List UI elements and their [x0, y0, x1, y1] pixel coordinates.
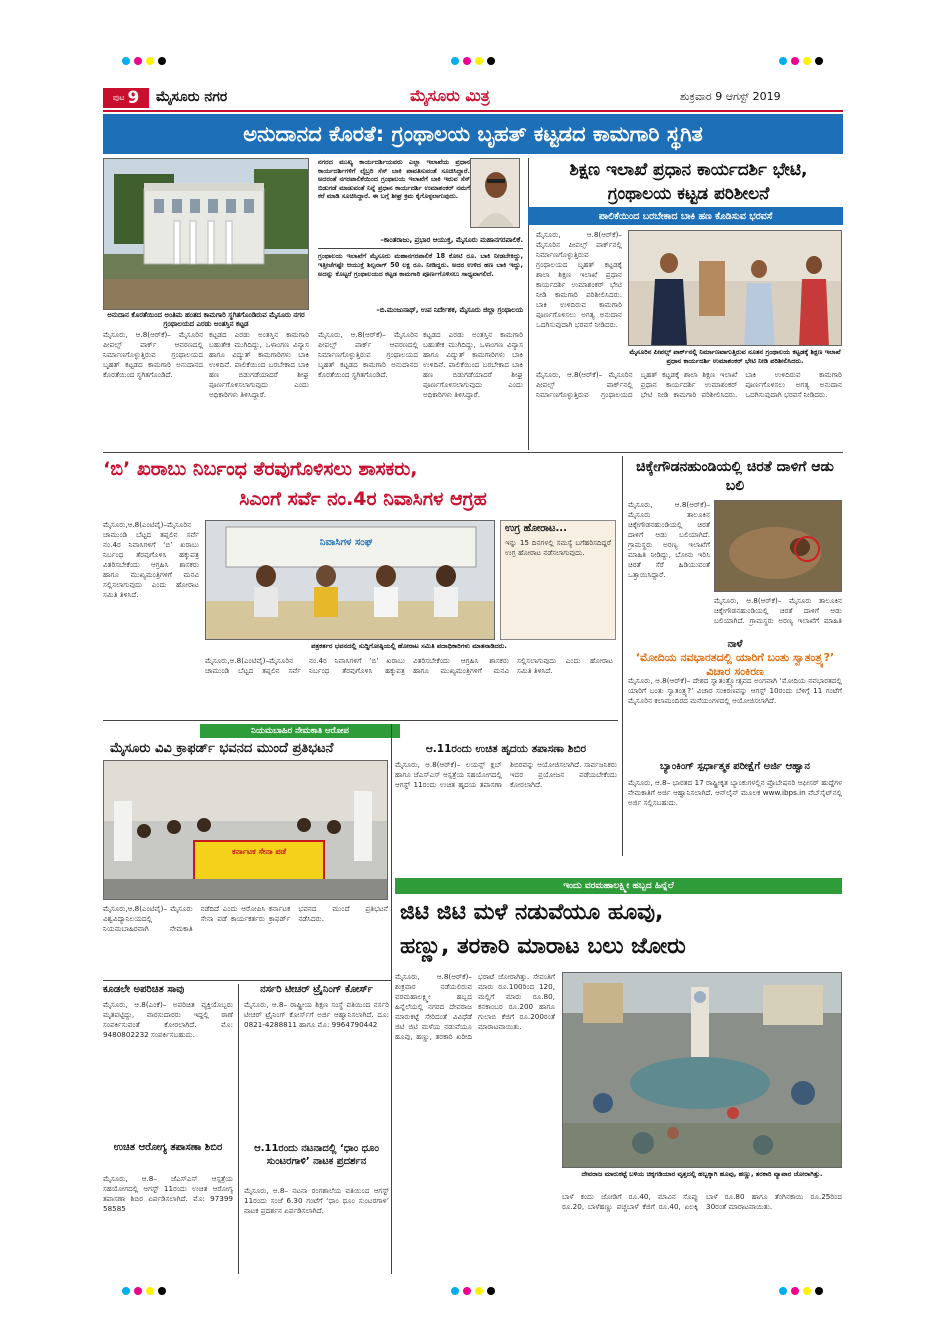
- banking-body: [628, 778, 842, 858]
- registration-marks-top: [120, 50, 825, 64]
- official-visit-subhead-text: ಪಾಲಿಕೆಯಿಂದ ಬರಬೇಕಾದ ಬಾಕಿ ಹಣ ಕೊಡಿಸುವ ಭರವಸೆ: [598, 210, 773, 222]
- lead-body-col1: [103, 330, 203, 448]
- protest-headline: ಮೈಸೂರು ವಿವಿ ಕ್ರಾಫರ್ಡ್ ಭವನದ ಮುಂದೆ ಪ್ರತಿಭಟನೆ: [110, 741, 334, 756]
- page-number: 9: [127, 88, 140, 108]
- registration-dot: [779, 1287, 787, 1295]
- deputy-director-quote-text: ಗ್ರಂಥಾಲಯ ಇಲಾಖೆಗೆ ಮೈಸೂರು ಮಹಾನಗರಪಾಲಿಕೆ 18 ಕೋಟಿ ರೂ. ಬಾಕಿ ನೀಡಬೇಕಿದ್ದು, ಇತ್ತೀಚೆಗಷ್ಟೇ ಆಯುಕ್ತೆ ಶಿಲ್ಪನಾಗ್ 50 ಲಕ್ಷ ರೂ. ನೀಡಿದ್ದರು. ಅದರ ಉಳಿದ ಹಣ ಬಾಕಿ ಇದ್ದು, ಅದನ್ನು ಕೊಟ್ಟರೆ ಗ್ರಂಥಾಲಯದ ಕಟ್ಟಡ ಕಾಮಗಾರಿ ಪೂರ್ಣಗೊಳಿಸಲು ಸಾಧ್ಯವಾಗಲಿದೆ.: [318, 252, 523, 278]
- protest-body: [103, 904, 388, 976]
- brief-4-text: ಮೈಸೂರು, ಆ.8– ನಟನಾ ರಂಗಶಾಲೆಯ ವತಿಯಿಂದ ಆಗಸ್ಟ್ 11ರಂದು ಸಂಜೆ 6.30 ಗಂಟೆಗೆ ‘ಧಾಂ ಧೂಂ ಸುಂಟರಗಾಳಿ’ ನಾಟಕ ಪ್ರದರ್ಶನ ಏರ್ಪಡಿಸಲಾಗಿದೆ.: [244, 1186, 389, 1215]
- registration-dot: [487, 57, 495, 65]
- brief-4-title: ಆ.11ರಂದು ನಟನಾದಲ್ಲಿ ‘ಧಾಂ ಧೂಂ ಸುಂಟರಗಾಳಿ’ ನಾಟಕ ಪ್ರದರ್ಶನ: [254, 1143, 379, 1167]
- market-photo-caption: ದೇವರಾಜ ಮಾರುಕಟ್ಟೆ ಬಳಿಯ ಚಿಕ್ಕಗಡಿಯಾರ ವೃತ್ತದಲ್ಲಿ ಹಬ್ಬಕ್ಕಾಗಿ ಹೂವು, ಹಣ್ಣು, ತರಕಾರಿ ವ್ಯಾಪಾರ ಜೋರಾಗಿತ್ತು.: [581, 1170, 823, 1178]
- market-crowd-image: [563, 973, 842, 1168]
- khata-body: [103, 520, 199, 718]
- market-side-text: ಬಾಳೆ ಕಂದು ಜೋಡಿಗೆ ರೂ.40, ಮಾವಿನ ಸೊಪ್ಪು ರೂ.20, ಬಾಳೆಹಣ್ಣು ಪಚ್ಚಬಾಳೆ ಕೆಜಿಗೆ ರೂ.40, ಏಲಕ್ಕಿ ಬಾಳೆ ರೂ.80 ಹಾಗೂ ತೆಂಗಿನಕಾಯಿ ರೂ.25ರಿಂದ 30ರಂತೆ ಮಾರಾಟವಾಯಿತು.: [562, 1192, 842, 1211]
- market-body: [395, 972, 555, 1272]
- registration-dot: [134, 1287, 142, 1295]
- khata-box-title: ಉಗ್ರ ಹೋರಾಟ...: [505, 523, 567, 534]
- lead-headline-bar: [103, 114, 843, 154]
- commissioner-portrait-image: [471, 159, 520, 228]
- commissioner-credit: –ಕಾಂತರಾಜು, ಪ್ರಭಾರ ಆಯುಕ್ತ, ಮೈಸೂರು ಮಹಾನಗರಪಾಲಿಕೆ.: [380, 236, 523, 244]
- official-visit-photo: [628, 230, 842, 346]
- brief-1-text: ಮೈಸೂರು, ಆ.8(ಎಂಕೆ)– ಅಪರಿಚಿತ ವ್ಯಕ್ತಿಯೊಬ್ಬರು ಮೃತಪಟ್ಟಿದ್ದು, ವಾರಸುದಾರರು ಇದ್ದಲ್ಲಿ ಠಾಣೆ ಸಂಪರ್ಕಿಸುವಂತೆ ಕೋರಲಾಗಿದೆ. ಮೊ: 9480802232 ಸಂಪರ್ಕಿಸಬಹುದು.: [103, 1000, 233, 1039]
- library-building-photo: [103, 158, 309, 310]
- masthead-rule: [103, 110, 843, 112]
- registration-dot: [122, 57, 130, 65]
- registration-dot-group: [120, 1280, 168, 1299]
- registration-dot: [815, 57, 823, 65]
- library-photo-caption: ಅನುದಾನ ಕೊರತೆಯಿಂದ ಅಂತಿಮ ಹಂತದ ಕಾಮಗಾರಿ ಸ್ಥಗಿತಗೊಂಡಿರುವ ಮೈಸೂರು ನಗರ ಗ್ರಂಥಾಲಯದ ಎರಡು ಅಂತಸ್ತಿನ ಕಟ್ಟಡ: [107, 311, 305, 328]
- registration-dot-group: [449, 50, 497, 69]
- banking-headline: ಬ್ಯಾಂಕಿಂಗ್ ಸ್ಪರ್ಧಾತ್ಮಕ ಪರೀಕ್ಷೆಗೆ ಅರ್ಜಿ ಆಹ್ವಾನ: [660, 761, 810, 772]
- registration-dots: [120, 1280, 825, 1299]
- official-visit-body: [536, 230, 622, 348]
- lead-body-col4: [423, 330, 523, 448]
- col-divider: [391, 724, 392, 1274]
- official-visit-subhead: [528, 207, 843, 225]
- khata-box-text: ಇನ್ನು 15 ದಿನಗಳಲ್ಲಿ ಸಮಸ್ಯೆ ಬಗೆಹರಿಸದಿದ್ದರೆ ಉಗ್ರ ಹೋರಾಟ ನಡೆಸಲಾಗುವುದು.: [505, 538, 611, 557]
- library-building-image: [104, 159, 309, 310]
- lead-body-col2: [209, 330, 309, 448]
- khata-text: ಮೈಸೂರು,ಆ.8(ಎಂಟಿವೈ)–ಮೈಸೂರಿನ ಚಾಮುಂಡಿ ಬೆಟ್ಟದ ತಪ್ಪಲಿನ ಸರ್ವೆ ನಂ.4ರ ನಿವಾಸಿಗಳಿಗೆ ‘ಬಿ’ ಖರಾಬು ನಿರ್ಬಂಧ ತೆರವುಗೊಳಿಸಿ ಹಕ್ಕುಪತ್ರ ವಿತರಿಸಬೇಕೆಂದು ಆಗ್ರಹಿಸಿ ಶಾಸಕರು ಹಾಗೂ ಮುಖ್ಯಮಂತ್ರಿಗಳಿಗೆ ಮನವಿ ಸಲ್ಲಿಸಲಾಗುವುದು ಎಂದು ಹೋರಾಟ ಸಮಿತಿ ತಿಳಿಸಿದೆ.: [103, 520, 199, 599]
- market-kicker-bar: [395, 878, 842, 894]
- khata-press-photo: [205, 520, 495, 640]
- leopard-text: ಮೈಸೂರು, ಆ.8(ಆರ್‌ಕೆ)– ಮೈಸೂರು ತಾಲೂಕಿನ ಚಿಕ್ಕೇಗೌಡನಹುಂಡಿಯಲ್ಲಿ ಚಿರತೆ ದಾಳಿಗೆ ಆಡು ಬಲಿಯಾಗಿದೆ. ಗ್ರಾಮಸ್ಥರು ಅರಣ್ಯ ಇಲಾಖೆಗೆ ಮಾಹಿತಿ: [714, 596, 842, 625]
- issue-date: ಶುಕ್ರವಾರ 9 ಆಗಸ್ಟ್ 2019: [680, 90, 781, 103]
- col-divider: [238, 984, 239, 1274]
- khata-photo-banner: ನಿವಾಸಿಗಳ ಸಂಘ: [319, 537, 373, 548]
- registration-dot: [791, 1287, 799, 1295]
- registration-dot: [803, 1287, 811, 1295]
- lead-headline: ಅನುದಾನದ ಕೊರತೆ: ಗ್ರಂಥಾಲಯ ಬೃಹತ್ ಕಟ್ಟಡದ ಕಾಮಗಾರಿ ಸ್ಥಗಿತ: [243, 121, 703, 146]
- protest-kicker-bar: [200, 724, 400, 738]
- col-divider: [622, 456, 623, 856]
- seminar-text: ಮೈಸೂರು, ಆ.8(ಆರ್‌ಕೆ)– ದೇಶದ ಸ್ವಾತಂತ್ರ್ಯೋತ್ಸವದ ಅಂಗವಾಗಿ ‘ಮೋದಿಯ ನವಭಾರತದಲ್ಲಿ ಯಾರಿಗೆ ಬಂತು ಸ್ವಾತಂತ್ರ್ಯ?’ ವಿಚಾರ ಸಂಕಿರಣವನ್ನು ಆಗಸ್ಟ್ 10ರಂದು ಬೆಳಿಗ್ಗೆ 11 ಗಂಟೆಗೆ ಮೈಸೂರಿನ ಕಲಾಮಂದಿರದ ಮನೆಯಂಗಳದಲ್ಲಿ ಆಯೋಜಿಸಲಾಗಿದೆ.: [628, 676, 842, 705]
- seminar-kicker: ನಾಳೆ: [727, 639, 743, 650]
- official-visit-text: ಮೈಸೂರು, ಆ.8(ಆರ್‌ಕೆ)– ಮೈಸೂರಿನ ಪೀಪಲ್ಸ್ ಪಾರ್ಕ್‌ನಲ್ಲಿ ನಿರ್ಮಾಣಗೊಳ್ಳುತ್ತಿರುವ ಗ್ರಂಥಾಲಯದ ಬೃಹತ್ ಕಟ್ಟಡಕ್ಕೆ ಶಾಲಾ ಶಿಕ್ಷಣ ಇಲಾಖೆ ಪ್ರಧಾನ ಕಾರ್ಯದರ್ಶಿ ಉಮಾಶಂಕರ್ ಭೇಟಿ ನೀಡಿ ಕಾಮಗಾರಿ ಪರಿಶೀಲಿಸಿದರು. ಬಾಕಿ ಉಳಿದಿರುವ ಕಾಮಗಾರಿ ಪೂರ್ಣಗೊಳಿಸಲು ಅಗತ್ಯ ಅನುದಾನ ಒದಗಿಸುವುದಾಗಿ ಭರವಸೆ ನೀಡಿದರು.: [536, 370, 842, 399]
- leopard-text: ಮೈಸೂರು, ಆ.8(ಆರ್‌ಕೆ)– ಮೈಸೂರು ತಾಲೂಕಿನ ಚಿಕ್ಕೇಗೌಡನಹುಂಡಿಯಲ್ಲಿ ಚಿರತೆ ದಾಳಿಗೆ ಆಡು ಬಲಿಯಾಗಿದೆ. ಗ್ರಾಮಸ್ಥರು ಅರಣ್ಯ ಇಲಾಖೆಗೆ ಮಾಹಿತಿ ನೀಡಿದ್ದು, ಬೋನು ಇರಿಸಿ ಚಿರತೆ ಸೆರೆ ಹಿಡಿಯುವಂತೆ ಒತ್ತಾಯಿಸಿದ್ದಾರೆ.: [628, 500, 710, 579]
- registration-dot: [463, 1287, 471, 1295]
- commissioner-quote: [318, 158, 470, 228]
- registration-dot: [475, 57, 483, 65]
- leopard-body-2: [714, 596, 842, 626]
- divider: [318, 248, 523, 249]
- col-divider: [528, 158, 529, 450]
- market-side-body: [562, 1192, 842, 1276]
- registration-dot-group: [777, 50, 825, 69]
- khata-headline-2: ಸಿಎಂಗೆ ಸರ್ವೆ ನಂ.4ರ ನಿವಾಸಿಗಳ ಆಗ್ರಹ: [239, 488, 487, 510]
- lead-paragraph: ಮೈಸೂರು, ಆ.8(ಆರ್‌ಕೆ)– ಮೈಸೂರಿನ ಪೀಪಲ್ಸ್ ಪಾರ್ಕ್ ಆವರಣದಲ್ಲಿ ನಿರ್ಮಾಣಗೊಳ್ಳುತ್ತಿರುವ ಗ್ರಂಥಾಲಯದ ಬೃಹತ್ ಕಟ್ಟಡದ ಕಾಮಗಾರಿ ಅನುದಾನದ ಕೊರತೆಯಿಂದ ಸ್ಥಗಿತಗೊಂಡಿದೆ.: [103, 330, 203, 379]
- registration-dot: [158, 57, 166, 65]
- section-rule: [103, 720, 618, 721]
- khata-headline-1: ‘ಬಿ’ ಖರಾಬು ನಿರ್ಬಂಧ ತೆರವುಗೊಳಿಸಲು ಶಾಸಕರು,: [103, 458, 418, 480]
- deputy-director-credit: –ಬಿ.ಮಂಜುನಾಥ್, ಉಪ ನಿರ್ದೇಶಕ, ಮೈಸೂರು ಜಿಲ್ಲಾ ಗ್ರಂಥಾಲಯ: [376, 306, 523, 314]
- seminar-headline-box: [628, 632, 842, 678]
- section-rule: [103, 452, 843, 453]
- brief-3-title: ನರ್ಸರಿ ಟೀಚರ್ ಟ್ರೈನಿಂಗ್ ಕೋರ್ಸ್: [260, 984, 373, 995]
- commissioner-portrait: [470, 158, 520, 228]
- page-number-tab: [103, 88, 149, 108]
- health-camp-body: [395, 760, 617, 870]
- banking-text: ಮೈಸೂರು, ಆ.8– ಭಾರತದ 17 ರಾಷ್ಟ್ರೀಕೃತ ಬ್ಯಾಂಕುಗಳಲ್ಲಿನ ಪ್ರೊಬೇಷನರಿ ಆಫೀಸರ್ ಹುದ್ದೆಗಳ ನೇಮಕಾತಿಗೆ ಅರ್ಜಿ ಆಹ್ವಾನಿಸಲಾಗಿದೆ. ಆನ್‌ಲೈನ್ ಮೂಲಕ www.ibps.in ವೆಬ್‌ಸೈಟ್‌ನಲ್ಲಿ ಅರ್ಜಿ ಸಲ್ಲಿಸಬಹುದು.: [628, 778, 842, 807]
- market-photo: [562, 972, 842, 1168]
- registration-dot: [451, 57, 459, 65]
- official-visit-body-2: [536, 370, 842, 448]
- registration-dot: [146, 1287, 154, 1295]
- brief-4-body: [244, 1186, 389, 1274]
- registration-dot: [134, 57, 142, 65]
- registration-dot: [146, 57, 154, 65]
- khata-text: ಮೈಸೂರು,ಆ.8(ಎಂಟಿವೈ)–ಮೈಸೂರಿನ ಚಾಮುಂಡಿ ಬೆಟ್ಟದ ತಪ್ಪಲಿನ ಸರ್ವೆ ನಂ.4ರ ನಿವಾಸಿಗಳಿಗೆ ‘ಬಿ’ ಖರಾಬು ನಿರ್ಬಂಧ ತೆರವುಗೊಳಿಸಿ ಹಕ್ಕುಪತ್ರ ವಿತರಿಸಬೇಕೆಂದು ಆಗ್ರಹಿಸಿ ಶಾಸಕರು ಹಾಗೂ ಮುಖ್ಯಮಂತ್ರಿಗಳಿಗೆ ಮನವಿ ಸಲ್ಲಿಸಲಾಗುವುದು ಎಂದು ಹೋರಾಟ ಸಮಿತಿ ತಿಳಿಸಿದೆ.: [205, 656, 613, 675]
- protest-text: ಮೈಸೂರು,ಆ.8(ಎಂಟಿವೈ)– ಮೈಸೂರು ವಿಶ್ವವಿದ್ಯಾನಿಲಯದಲ್ಲಿ ನಿಯಮಬಾಹಿರವಾಗಿ ನೇಮಕಾತಿ ನಡೆದಿದೆ ಎಂದು ಆರೋಪಿಸಿ ಕರ್ನಾಟಕ ಸೇನಾ ಪಡೆ ಕಾರ್ಯಕರ್ತರು ಕ್ರಾಫರ್ಡ್ ಭವನದ ಮುಂದೆ ಪ್ರತಿಭಟನೆ ನಡೆಸಿದರು.: [103, 904, 388, 933]
- official-visit-text: ಮೈಸೂರು, ಆ.8(ಆರ್‌ಕೆ)– ಮೈಸೂರಿನ ಪೀಪಲ್ಸ್ ಪಾರ್ಕ್‌ನಲ್ಲಿ ನಿರ್ಮಾಣಗೊಳ್ಳುತ್ತಿರುವ ಗ್ರಂಥಾಲಯದ ಬೃಹತ್ ಕಟ್ಟಡಕ್ಕೆ ಶಾಲಾ ಶಿಕ್ಷಣ ಇಲಾಖೆ ಪ್ರಧಾನ ಕಾರ್ಯದರ್ಶಿ ಉಮಾಶಂಕರ್ ಭೇಟಿ ನೀಡಿ ಕಾಮಗಾರಿ ಪರಿಶೀಲಿಸಿದರು. ಬಾಕಿ ಉಳಿದಿರುವ ಕಾಮಗಾರಿ ಪೂರ್ಣಗೊಳಿಸಲು ಅಗತ್ಯ ಅನುದಾನ ಒದಗಿಸುವುದಾಗಿ ಭರವಸೆ ನೀಡಿದರು.: [536, 230, 622, 329]
- registration-dot: [487, 1287, 495, 1295]
- registration-dot-group: [777, 1280, 825, 1299]
- lead-paragraph: ಕಟ್ಟಡದ ಎರಡು ಅಂತಸ್ತಿನ ಕಾಮಗಾರಿ ಬಹುತೇಕ ಮುಗಿದಿದ್ದು, ಒಳಾಂಗಣ ವಿನ್ಯಾಸ ಹಾಗೂ ವಿದ್ಯುತ್ ಕಾಮಗಾರಿಗಳು ಬಾಕಿ ಉಳಿದಿವೆ. ಪಾಲಿಕೆಯಿಂದ ಬರಬೇಕಾದ ಬಾಕಿ ಹಣ ಬಿಡುಗಡೆಯಾದರೆ ಶೀಘ್ರ ಪೂರ್ಣಗೊಳಿಸಲಾಗುವುದು ಎಂದು ಅಧಿಕಾರಿಗಳು ತಿಳಿಸಿದ್ದಾರೆ.: [209, 330, 309, 399]
- deputy-director-quote: [318, 252, 523, 302]
- seminar-headline: ‘ಮೋದಿಯ ನವಭಾರತದಲ್ಲಿ ಯಾರಿಗೆ ಬಂತು ಸ್ವಾತಂತ್ರ್ಯ?’ ವಿಚಾರ ಸಂಕಿರಣ: [635, 651, 835, 678]
- registration-dot: [815, 1287, 823, 1295]
- lead-paragraph: ಕಟ್ಟಡದ ಎರಡು ಅಂತಸ್ತಿನ ಕಾಮಗಾರಿ ಬಹುತೇಕ ಮುಗಿದಿದ್ದು, ಒಳಾಂಗಣ ವಿನ್ಯಾಸ ಹಾಗೂ ವಿದ್ಯುತ್ ಕಾಮಗಾರಿಗಳು ಬಾಕಿ ಉಳಿದಿವೆ. ಪಾಲಿಕೆಯಿಂದ ಬರಬೇಕಾದ ಬಾಕಿ ಹಣ ಬಿಡುಗಡೆಯಾದರೆ ಶೀಘ್ರ ಪೂರ್ಣಗೊಳಿಸಲಾಗುವುದು ಎಂದು ಅಧಿಕಾರಿಗಳು ತಿಳಿಸಿದ್ದಾರೆ.: [423, 330, 523, 399]
- leopard-headline: ಚಿಕ್ಕೇಗೌಡನಹುಂಡಿಯಲ್ಲಿ ಚಿರತೆ ದಾಳಿಗೆ ಆಡು ಬಲಿ: [636, 459, 834, 494]
- lead-paragraph: ಮೈಸೂರು, ಆ.8(ಆರ್‌ಕೆ)– ಮೈಸೂರಿನ ಪೀಪಲ್ಸ್ ಪಾರ್ಕ್ ಆವರಣದಲ್ಲಿ ನಿರ್ಮಾಣಗೊಳ್ಳುತ್ತಿರುವ ಗ್ರಂಥಾಲಯದ ಬೃಹತ್ ಕಟ್ಟಡದ ಕಾಮಗಾರಿ ಅನುದಾನದ ಕೊರತೆಯಿಂದ ಸ್ಥಗಿತಗೊಂಡಿದೆ.: [318, 330, 418, 379]
- brief-1-body: [103, 1000, 233, 1135]
- market-headline-2: ಹಣ್ಣು, ತರಕಾರಿ ಮಾರಾಟ ಬಲು ಜೋರು: [400, 934, 686, 959]
- brief-3-text: ಮೈಸೂರು, ಆ.8– ರಾಷ್ಟ್ರೀಯ ಶಿಕ್ಷಣ ಸಂಸ್ಥೆ ವತಿಯಿಂದ ನರ್ಸರಿ ಟೀಚರ್ ಟ್ರೈನಿಂಗ್ ಕೋರ್ಸ್‌ಗೆ ಅರ್ಜಿ ಆಹ್ವಾನಿಸಲಾಗಿದೆ. ದೂ: 0821-4288811 ಹಾಗೂ ಮೊ: 9964790442: [244, 1000, 389, 1029]
- section-name: ಮೈಸೂರು ನಗರ: [156, 89, 228, 105]
- registration-dot: [803, 57, 811, 65]
- registration-dot: [475, 1287, 483, 1295]
- registration-dot: [158, 1287, 166, 1295]
- registration-dots: [120, 50, 825, 69]
- page-label: ಪುಟ: [112, 93, 125, 102]
- khata-photo-caption: ಪತ್ರಕರ್ತರ ಭವನದಲ್ಲಿ ಸುದ್ದಿಗೋಷ್ಠಿಯಲ್ಲಿ ಹೋರಾಟ ಸಮಿತಿ ಪದಾಧಿಕಾರಿಗಳು ಮಾತನಾಡಿದರು.: [311, 642, 507, 650]
- brief-2-text: ಮೈಸೂರು, ಆ.8– ಜೆಎಸ್‌ಎಸ್ ಆಸ್ಪತ್ರೆಯ ಸಹಯೋಗದಲ್ಲಿ ಆಗಸ್ಟ್ 11ರಂದು ಉಚಿತ ಆರೋಗ್ಯ ತಪಾಸಣಾ ಶಿಬಿರ ಏರ್ಪಡಿಸಲಾಗಿದೆ. ಮೊ: 97399 58585: [103, 1174, 233, 1213]
- official-visit-headline: ಶಿಕ್ಷಣ ಇಲಾಖೆ ಪ್ರಧಾನ ಕಾರ್ಯದರ್ಶಿ ಭೇಟಿ, ಗ್ರಂಥಾಲಯ ಕಟ್ಟಡ ಪರಿಶೀಲನೆ: [569, 160, 808, 204]
- registration-dot: [463, 57, 471, 65]
- brief-1-title: ಕೂಡಲೇ ಅಪರಿಚಿತ ಸಾವು: [103, 984, 185, 995]
- paper-name: ಮೈಸೂರು ಮಿತ್ರ: [410, 86, 490, 105]
- brief-3-body: [244, 1000, 389, 1135]
- registration-dot: [779, 57, 787, 65]
- protest-banner-text: ಕರ್ನಾಟಕ ಸೇನಾ ಪಡೆ: [231, 847, 287, 856]
- seminar-body: [628, 676, 842, 756]
- market-kicker: ಇಂದು ವರಮಹಾಲಕ್ಷ್ಮೀ ಹಬ್ಬದ ಹಿನ್ನೆಲೆ: [563, 881, 674, 891]
- registration-dot-group: [120, 50, 168, 69]
- registration-marks-bottom: [120, 1280, 825, 1294]
- registration-dot-group: [449, 1280, 497, 1299]
- registration-dot: [451, 1287, 459, 1295]
- protest-photo: [103, 760, 388, 900]
- lead-body-col3: [318, 330, 418, 448]
- section-rule: [103, 980, 391, 981]
- health-camp-text: ಮೈಸೂರು, ಆ.8(ಆರ್‌ಕೆ)– ಲಯನ್ಸ್ ಕ್ಲಬ್ ಹಾಗೂ ಜೆಎಸ್‌ಎಸ್ ಆಸ್ಪತ್ರೆಯ ಸಹಯೋಗದಲ್ಲಿ ಆಗಸ್ಟ್ 11ರಂದು ಉಚಿತ ಹೃದಯ ತಪಾಸಣಾ ಶಿಬಿರವನ್ನು ಆಯೋಜಿಸಲಾಗಿದೆ. ಸಾರ್ವಜನಿಕರು ಇದರ ಪ್ರಯೋಜನ ಪಡೆಯಬೇಕೆಂದು ಕೋರಲಾಗಿದೆ.: [395, 760, 617, 789]
- leopard-attack-photo: [714, 500, 842, 592]
- market-text: ಮೈಸೂರು, ಆ.8(ಆರ್‌ಕೆ)– ಶುಕ್ರವಾರ ನಡೆಯಲಿರುವ ವರಮಹಾಲಕ್ಷ್ಮೀ ಹಬ್ಬದ ಹಿನ್ನೆಲೆಯಲ್ಲಿ ನಗರದ ದೇವರಾಜ ಮಾರುಕಟ್ಟೆ ಸೇರಿದಂತೆ ವಿವಿಧೆಡೆ ಜಿಟಿ ಜಿಟಿ ಮಳೆಯ ನಡುವೆಯೂ ಹೂವು, ಹಣ್ಣು, ತರಕಾರಿ ಖರೀದಿ ಭರಾಟೆ ಜೋರಾಗಿತ್ತು. ಸೇವಂತಿಗೆ ಮಾರು ರೂ.100ರಿಂದ 120, ಮಲ್ಲಿಗೆ ಮಾರು ರೂ.80, ಕನಕಾಂಬರ ರೂ.200 ಹಾಗೂ ಗುಲಾಬಿ ಕೆಜಿಗೆ ರೂ.200ರಂತೆ ಮಾರಾಟವಾಯಿತು.: [395, 972, 555, 1041]
- brief-2-body: [103, 1174, 233, 1274]
- health-camp-headline: ಆ.11ರಂದು ಉಚಿತ ಹೃದಯ ತಪಾಸಣಾ ಶಿಬಿರ: [425, 743, 587, 755]
- leopard-body: [628, 500, 710, 625]
- goat-carcass-image: [715, 501, 842, 592]
- official-visit-caption: ಮೈಸೂರಿನ ಪೀಪಲ್ಸ್ ಪಾರ್ಕ್‌ನಲ್ಲಿ ನಿರ್ಮಾಣವಾಗುತ್ತಿರುವ ನೂತನ ಗ್ರಂಥಾಲಯ ಕಟ್ಟಡಕ್ಕೆ ಶಿಕ್ಷಣ ಇಲಾಖೆ ಪ್ರಧಾನ ಕಾರ್ಯದರ್ಶಿ ಉಮಾಶಂಕರ್ ಭೇಟಿ ನೀಡಿ ಪರಿಶೀಲಿಸಿದರು.: [629, 348, 841, 365]
- protest-kicker: ನಿಯಮಬಾಹಿರ ನೇಮಕಾತಿ ಆರೋಪ: [251, 726, 349, 736]
- khata-body-2: [205, 656, 613, 718]
- registration-dot: [791, 57, 799, 65]
- brief-2-title: ಉಚಿತ ಆರೋಗ್ಯ ತಪಾಸಣಾ ಶಿಬಿರ: [113, 1142, 223, 1153]
- khata-box: [500, 520, 616, 640]
- protest-crowd-image: [104, 761, 388, 900]
- registration-dot: [122, 1287, 130, 1295]
- official-visit-image: [629, 231, 842, 346]
- commissioner-quote-text: ನಗರದ ಮುಖ್ಯ ಕಾರ್ಯದರ್ಶಿಯವರು ಎಲ್ಲಾ ಇಲಾಖೆಯ ಪ್ರಧಾನ ಕಾರ್ಯದರ್ಶಿಗಳಿಗೆ ಲೈಬ್ರರಿ ಸೆಸ್ ಬಾಕಿ ಪಾವತಿಸುವಂತೆ ಸೂಚಿಸಿದ್ದಾರೆ. ಅದರಂತೆ ನಗರಪಾಲಿಕೆಯಿಂದ ಗ್ರಂಥಾಲಯ ಇಲಾಖೆಗೆ ಬಾಕಿ ಇರುವ ಸೆಸ್ ಬಿಡುಗಡೆ ಮಾಡುವಂತೆ ನಿನ್ನೆ ಪ್ರಧಾನ ಕಾರ್ಯದರ್ಶಿ ಉಮಾಶಂಕರ್ ನಮಗೆ ಕರೆ ಮಾಡಿ ಸೂಚಿಸಿದ್ದಾರೆ. ಈ ಬಗ್ಗೆ ಶೀಘ್ರ ಕ್ರಮ ಕೈಗೊಳ್ಳಲಾಗುವುದು.: [318, 158, 470, 201]
- market-headline-1: ಜಿಟಿ ಜಿಟಿ ಮಳೆ ನಡುವೆಯೂ ಹೂವು,: [400, 900, 664, 925]
